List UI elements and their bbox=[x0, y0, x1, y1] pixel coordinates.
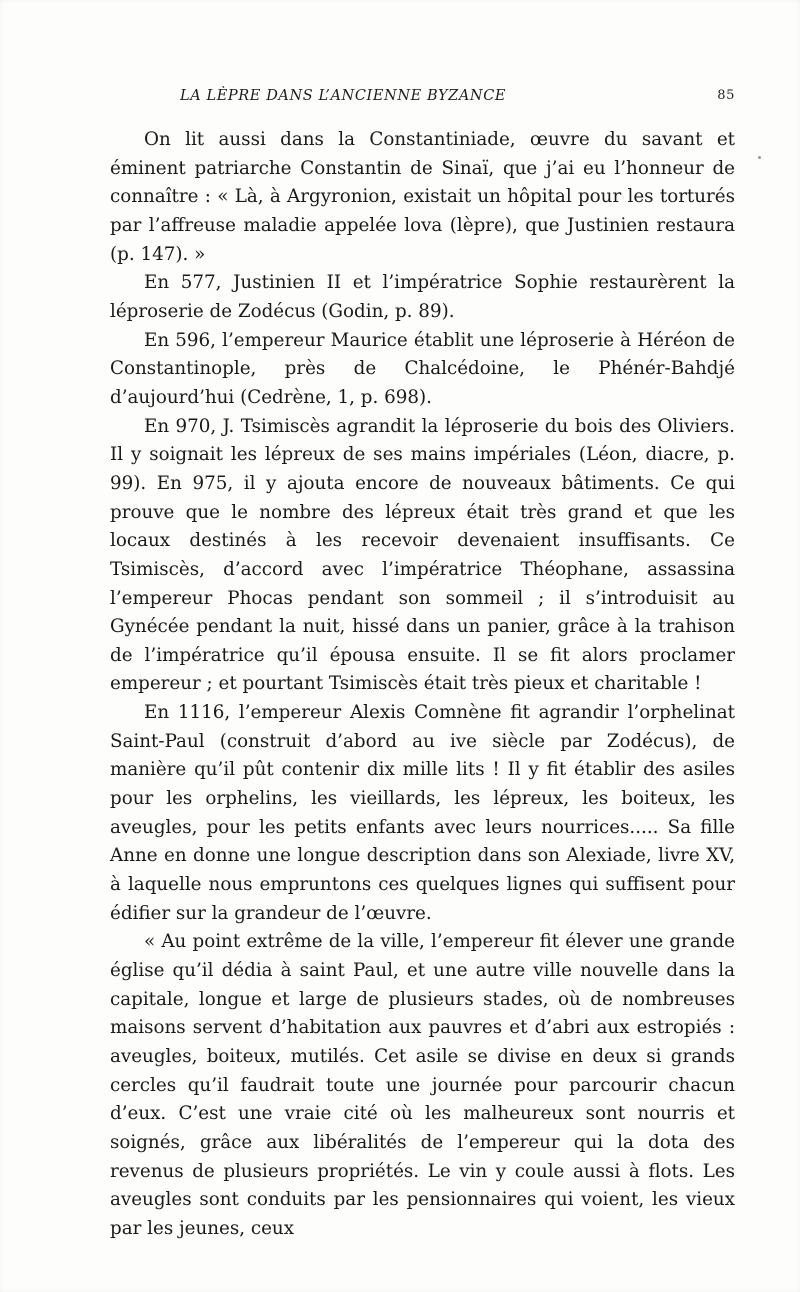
running-title: LA LÈPRE DANS L’ANCIENNE BYZANCE bbox=[180, 88, 507, 104]
running-header bbox=[110, 88, 735, 110]
body-text bbox=[110, 126, 735, 1244]
page-number: 85 bbox=[717, 88, 735, 103]
paragraph-577: En 577, Justinien II et l’impératrice Sophie restaurèrent la léproserie de Zodécus (Godin, p. 89). bbox=[110, 272, 735, 322]
paragraph-596: En 596, l’empereur Maurice établit une léproserie à Héréon de Constantinople, près de Chalcédoine, le Phénér-Bahdjé d’aujourd’hui (Cedrène, 1, p. 698). bbox=[110, 329, 735, 408]
paragraph-1116: En 1116, l’empereur Alexis Comnène fit agrandir l’orphelinat Saint-Paul (construit d’abord au ive siècle par Zodécus), de manière qu’il pût contenir dix mille lits ! Il y fit établir des asiles pour les orphelins, les vieillards, les lépreux, les boiteux, les aveugles, pour les petits enfants avec leurs nourrices..... Sa fille Anne en donne une longue description dans son Alexiade, livre XV, à laquelle nous empruntons ces quelques lignes qui suffisent pour édifier sur la grandeur de l’œuvre. bbox=[110, 702, 735, 924]
margin-speck bbox=[758, 156, 761, 159]
paragraph-970: En 970, J. Tsimiscès agrandit la léproserie du bois des Oliviers. Il y soignait les lépreux de ses mains impériales (Léon, diacre, p. 99). En 975, il y ajouta encore de nouveaux bâtiments. Ce qui prouve que le nombre des lépreux était très grand et que les locaux destinés à les recevoir devenaient insuffisants. Ce Tsimiscès, d’accord avec l’impératrice Théophane, assassina l’empereur Phocas pendant son sommeil ; il s’introduisit au Gynécée pendant la nuit, hissé dans un panier, grâce à la trahison de l’impératrice qu’il épousa ensuite. Il se fit alors proclamer empereur ; et pourtant Tsimiscès était très pieux et charitable ! bbox=[110, 415, 735, 695]
paragraph-constantiniade: On lit aussi dans la Constantiniade, œuvre du savant et éminent patriarche Constantin de Sinaï, que j’ai eu l’honneur de connaître : « Là, à Argyronion, existait un hôpital pour les torturés par l’affreuse maladie appelée lova (lèpre), que Justinien restaura (p. 147). » bbox=[110, 129, 735, 265]
paragraph-quotation: « Au point extrême de la ville, l’empereur fit élever une grande église qu’il dédia à saint Paul, et une autre ville nouvelle dans la capitale, longue et large de plusieurs stades, où de nombreuses maisons servent d’habitation aux pauvres et d’abri aux estropiés : aveugles, boiteux, mutilés. Cet asile se divise en deux si grands cercles qu’il faudrait toute une journée pour parcourir chacun d’eux. C’est une vraie cité où les malheureux sont nourris et soignés, grâce aux libéralités de l’empereur qui la dota des revenus de plusieurs propriétés. Le vin y coule aussi à flots. Les aveugles sont conduits par les pensionnaires qui voient, les vieux par les jeunes, ceux bbox=[110, 931, 735, 1239]
